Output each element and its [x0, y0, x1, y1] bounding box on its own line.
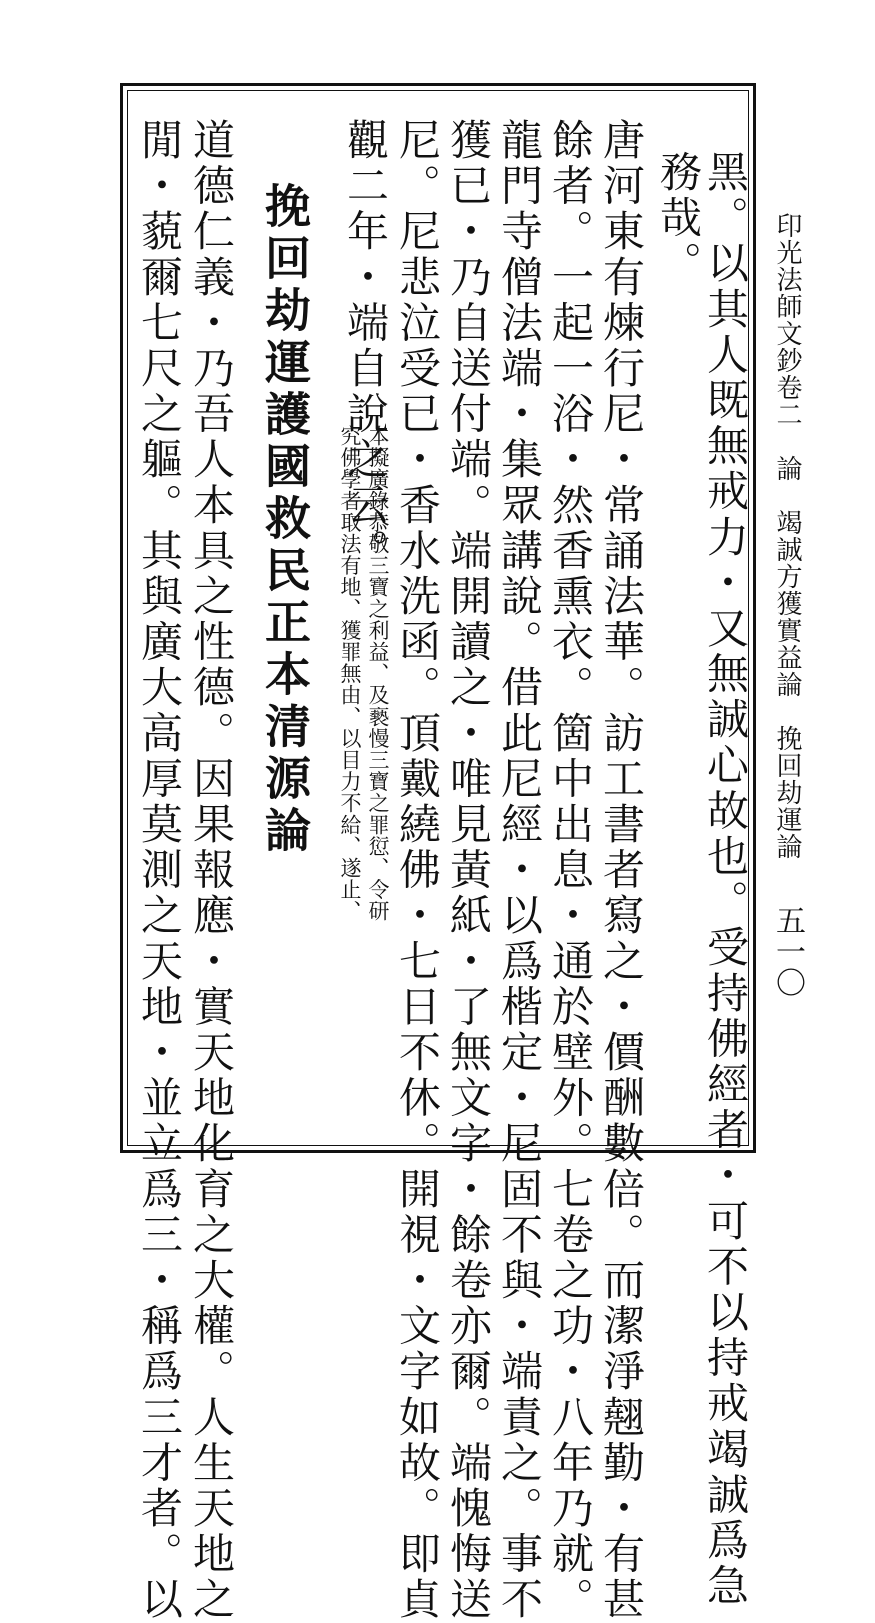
- text-column-1: 黑。以其人既無戒力・又無誠心故也。受持佛經者・可不以持戒竭誠爲急: [701, 150, 750, 1610]
- text-column-5: 龍門寺僧法端・集眾講說。借此尼經・以爲楷定・尼固不與・端責之。事不: [495, 118, 544, 1623]
- essay-title: 挽回劫運護國救民正本清源論: [258, 182, 312, 858]
- page-number: 五一〇: [770, 905, 805, 998]
- text-column-6: 獲已・乃自送付端。端開讀之・唯見黃紙・了無文字・餘卷亦爾。端愧悔送: [444, 118, 493, 1623]
- text-column-8: 觀二年・端自說之云。: [341, 118, 390, 574]
- text-column-2: 務哉。: [654, 150, 703, 287]
- text-column-4: 餘者。一起一浴・然香熏衣。箇中出息・通於壁外。七卷之功・八年乃就。: [546, 118, 595, 1623]
- essay-column-1: 道德仁義・乃吾人本具之性德。因果報應・實天地化育之大權。人生天地之: [187, 118, 236, 1623]
- running-header: 印光法師文鈔卷二 論 竭誠方獲實益論 挽回劫運論: [772, 212, 802, 860]
- annotation-line-1: 本擬廣錄恭敬三寶之利益、及褻慢三寶之罪愆、令研: [366, 425, 390, 922]
- text-column-7: 尼。尼悲泣受已・香水洗函。頂戴繞佛・七日不休。開視・文字如故。即貞: [393, 118, 442, 1623]
- essay-column-2: 閒・藐爾七尺之軀。其與廣大高厚莫測之天地・並立爲三・稱爲三才者。以: [135, 118, 184, 1623]
- annotation-line-2: 究佛學者取法有地、獲罪無由、以目力不給、遂止、: [338, 425, 362, 922]
- text-column-3: 唐河東有煉行尼・常誦法華。訪工書者寫之・價酬數倍。而潔淨翹勤・有甚: [597, 118, 646, 1623]
